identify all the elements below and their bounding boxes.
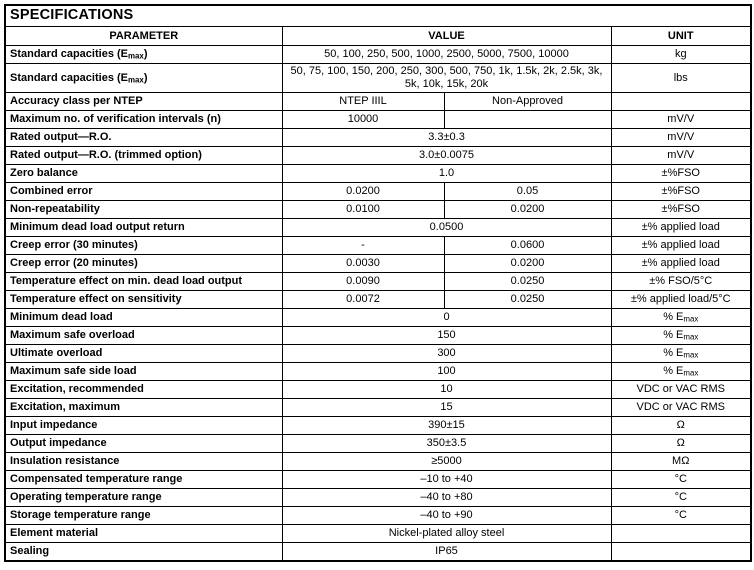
parameter-cell: Sealing	[5, 543, 282, 561]
value-cell: IP65	[282, 543, 611, 561]
value-cell: 0.0072	[282, 291, 444, 309]
unit-cell: VDC or VAC RMS	[611, 399, 751, 417]
unit-cell: mV/V	[611, 129, 751, 147]
value-cell: 150	[282, 327, 611, 345]
value-cell: 1.0	[282, 165, 611, 183]
parameter-cell: Non-repeatability	[5, 201, 282, 219]
value-cell: Non-Approved	[444, 93, 611, 111]
value-cell: 0.0200	[282, 183, 444, 201]
value-cell: 3.3±0.3	[282, 129, 611, 147]
table-row	[5, 399, 751, 417]
unit-cell: ±% FSO/5°C	[611, 273, 751, 291]
table-row	[5, 255, 751, 273]
unit-cell: ±%FSO	[611, 201, 751, 219]
value-cell: -	[282, 237, 444, 255]
table-row	[5, 147, 751, 165]
table-row	[5, 471, 751, 489]
table-row	[5, 525, 751, 543]
unit-cell: Ω	[611, 417, 751, 435]
value-cell: 15	[282, 399, 611, 417]
specifications-table	[4, 4, 752, 562]
value-cell: –40 to +90	[282, 507, 611, 525]
table-row	[5, 93, 751, 111]
table-row	[5, 417, 751, 435]
unit-cell: kg	[611, 46, 751, 64]
value-cell: 3.0±0.0075	[282, 147, 611, 165]
unit-cell: mV/V	[611, 147, 751, 165]
value-cell: NTEP IIIL	[282, 93, 444, 111]
unit-cell: ±% applied load	[611, 219, 751, 237]
unit-cell: % $E_{max}$	[611, 327, 751, 345]
column-header-parameter: PARAMETER	[5, 27, 282, 46]
parameter-cell: Minimum dead load	[5, 309, 282, 327]
spec-table-body	[5, 46, 751, 561]
unit-cell: ±%FSO	[611, 183, 751, 201]
parameter-cell: Creep error (20 minutes)	[5, 255, 282, 273]
value-cell: Nickel-plated alloy steel	[282, 525, 611, 543]
table-row	[5, 219, 751, 237]
parameter-cell: Minimum dead load output return	[5, 219, 282, 237]
value-cell: 0.0030	[282, 255, 444, 273]
value-cell: 0.0500	[282, 219, 611, 237]
table-row	[5, 273, 751, 291]
table-row	[5, 435, 751, 453]
value-cell: 0.0090	[282, 273, 444, 291]
unit-cell	[611, 93, 751, 111]
unit-cell: mV/V	[611, 111, 751, 129]
value-cell: ≥5000	[282, 453, 611, 471]
unit-cell: lbs	[611, 64, 751, 93]
parameter-cell: Storage temperature range	[5, 507, 282, 525]
parameter-cell: Maximum safe side load	[5, 363, 282, 381]
unit-cell: MΩ	[611, 453, 751, 471]
column-header-value: VALUE	[282, 27, 611, 46]
parameter-cell: Maximum no. of verification intervals (n)	[5, 111, 282, 129]
value-cell: 300	[282, 345, 611, 363]
value-cell: 350±3.5	[282, 435, 611, 453]
unit-cell: °C	[611, 471, 751, 489]
table-row	[5, 363, 751, 381]
value-cell: –10 to +40	[282, 471, 611, 489]
parameter-cell: Element material	[5, 525, 282, 543]
value-cell: 390±15	[282, 417, 611, 435]
unit-cell: ±% applied load	[611, 237, 751, 255]
table-row	[5, 183, 751, 201]
parameter-cell: Combined error	[5, 183, 282, 201]
parameter-cell: Temperature effect on min. dead load output	[5, 273, 282, 291]
table-title-row	[5, 5, 751, 27]
parameter-cell: Operating temperature range	[5, 489, 282, 507]
table-row	[5, 507, 751, 525]
parameter-cell: Accuracy class per NTEP	[5, 93, 282, 111]
value-cell: 10	[282, 381, 611, 399]
unit-cell: °C	[611, 507, 751, 525]
parameter-cell: Input impedance	[5, 417, 282, 435]
table-row	[5, 489, 751, 507]
value-cell: 0.0200	[444, 255, 611, 273]
value-cell: 0	[282, 309, 611, 327]
parameter-cell: Compensated temperature range	[5, 471, 282, 489]
parameter-cell: Standard capacities $(E_{max})$	[5, 46, 282, 64]
parameter-cell: Zero balance	[5, 165, 282, 183]
value-cell: 10000	[282, 111, 444, 129]
table-row	[5, 453, 751, 471]
unit-cell	[611, 543, 751, 561]
table-row	[5, 165, 751, 183]
table-row	[5, 543, 751, 561]
parameter-cell: Excitation, recommended	[5, 381, 282, 399]
unit-cell: % $E_{max}$	[611, 345, 751, 363]
parameter-cell: Excitation, maximum	[5, 399, 282, 417]
value-cell: 0.0200	[444, 201, 611, 219]
value-cell: 100	[282, 363, 611, 381]
parameter-cell: Temperature effect on sensitivity	[5, 291, 282, 309]
parameter-cell: Insulation resistance	[5, 453, 282, 471]
table-header-row	[5, 27, 751, 46]
table-row	[5, 111, 751, 129]
table-row	[5, 64, 751, 93]
unit-cell: Ω	[611, 435, 751, 453]
table-title: SPECIFICATIONS	[5, 5, 751, 27]
unit-cell: % $E_{max}$	[611, 309, 751, 327]
table-row	[5, 46, 751, 64]
unit-cell: % $E_{max}$	[611, 363, 751, 381]
unit-cell: ±% applied load	[611, 255, 751, 273]
parameter-cell: Maximum safe overload	[5, 327, 282, 345]
table-row	[5, 381, 751, 399]
parameter-cell: Rated output—R.O.	[5, 129, 282, 147]
value-cell: 0.0600	[444, 237, 611, 255]
unit-cell: VDC or VAC RMS	[611, 381, 751, 399]
unit-cell: °C	[611, 489, 751, 507]
value-cell: 50, 100, 250, 500, 1000, 2500, 5000, 7500, 10000	[282, 46, 611, 64]
value-cell: 0.05	[444, 183, 611, 201]
value-cell: –40 to +80	[282, 489, 611, 507]
parameter-cell: Creep error (30 minutes)	[5, 237, 282, 255]
table-row	[5, 345, 751, 363]
parameter-cell: Output impedance	[5, 435, 282, 453]
parameter-cell: Ultimate overload	[5, 345, 282, 363]
column-header-unit: UNIT	[611, 27, 751, 46]
unit-cell	[611, 525, 751, 543]
table-row	[5, 201, 751, 219]
table-row	[5, 237, 751, 255]
parameter-cell: Rated output—R.O. (trimmed option)	[5, 147, 282, 165]
table-row	[5, 309, 751, 327]
table-row	[5, 291, 751, 309]
value-cell: 0.0100	[282, 201, 444, 219]
table-row	[5, 129, 751, 147]
table-row	[5, 327, 751, 345]
value-cell: 0.0250	[444, 291, 611, 309]
parameter-cell: Standard capacities $(E_{max})$	[5, 64, 282, 93]
unit-cell: ±% applied load/5°C	[611, 291, 751, 309]
value-cell: 50, 75, 100, 150, 200, 250, 300, 500, 750, 1k, 1.5k, 2k, 2.5k, 3k, 5k, 10k, 15k, 20k	[282, 64, 611, 93]
value-cell: 0.0250	[444, 273, 611, 291]
unit-cell: ±%FSO	[611, 165, 751, 183]
value-cell	[444, 111, 611, 129]
